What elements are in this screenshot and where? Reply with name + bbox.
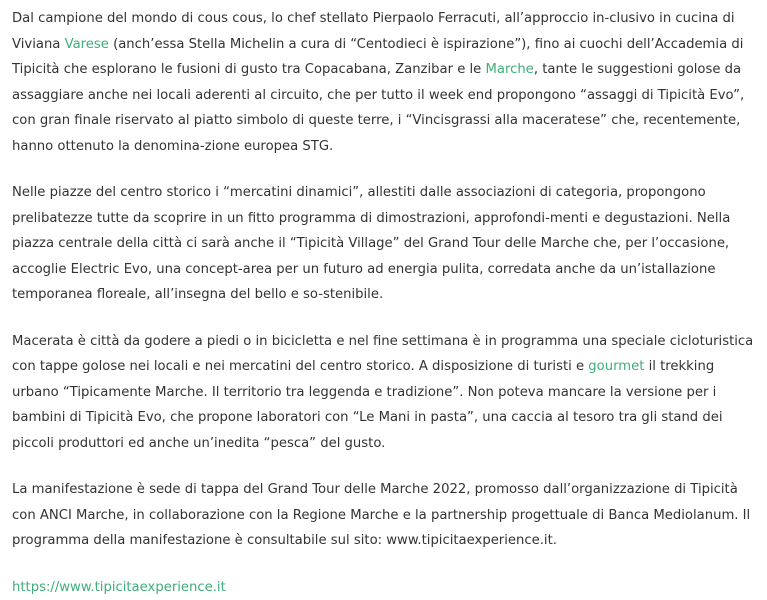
paragraph-1 bbox=[12, 6, 755, 159]
link-gourmet[interactable]: gourmet bbox=[588, 359, 644, 374]
paragraph-3-text-b: il trekking urbano “Tipicamente Marche. Il territorio tra leggenda e tradizione”. Non poteva mancare la versione per i bambini di Tipicità Evo, che propone laboratori con “Le Mani in pasta”, una caccia al tesoro tra gli stand dei piccoli produttori ed anche un’inedita “pesca” del gusto. bbox=[12, 359, 723, 451]
source-link[interactable]: https://www.tipicitaexperience.it bbox=[12, 580, 226, 595]
paragraph-2: Nelle piazze del centro storico i “mercatini dinamici”, allestiti dalle associazioni di categoria, propongono prelibatezze tutte da scoprire in un fitto programma di dimostrazioni, approfondi-menti e degustazioni. Nella piazza centrale della città ci sarà anche il “Tipicità Village” del Grand Tour delle Marche che, per l’occasione, accoglie Electric Evo, una concept-area per un futuro ad energia pulita, corredata anche da un’istallazione temporanea floreale, all’insegna del bello e so-stenibile. bbox=[12, 180, 755, 308]
paragraph-3-text-a: Macerata è città da godere a piedi o in bicicletta e nel fine settimana è in programma una speciale cicloturistica con tappe golose nei locali e nei mercatini del centro storico. A disposizione di turisti e bbox=[12, 334, 753, 375]
paragraph-3 bbox=[12, 329, 755, 457]
paragraph-1-text-c: , tante le suggestioni golose da assaggiare anche nei locali aderenti al circuito, che per tutto il week end propongono “assaggi di Tipicità Evo”, con gran finale riservato al piatto simbolo di queste terre, i “Vincisgrassi alla maceratese” che, recentemente, hanno ottenuto la denomina-zione europea STG. bbox=[12, 62, 744, 154]
link-varese[interactable]: Varese bbox=[65, 37, 109, 52]
link-marche[interactable]: Marche bbox=[485, 62, 533, 77]
paragraph-4: La manifestazione è sede di tappa del Grand Tour delle Marche 2022, promosso dall’organizzazione di Tipicità con ANCI Marche, in collaborazione con la Regione Marche e la partnership progettuale di Banca Mediolanum. Il programma della manifestazione è consultabile sul sito: www.tipicitaexperience.it. bbox=[12, 477, 755, 554]
source-paragraph bbox=[12, 575, 755, 600]
paragraph-1-text-b: (anch’essa Stella Michelin a cura di “Centodieci è ispirazione”), fino ai cuochi dell’Accademia di Tipicità che esplorano le fusioni di gusto tra Copacabana, Zanzibar e le bbox=[12, 37, 743, 78]
paragraph-1-text-a: Dal campione del mondo di cous cous, lo chef stellato Pierpaolo Ferracuti, all’approccio in-clusivo in cucina di Viviana bbox=[12, 11, 735, 52]
